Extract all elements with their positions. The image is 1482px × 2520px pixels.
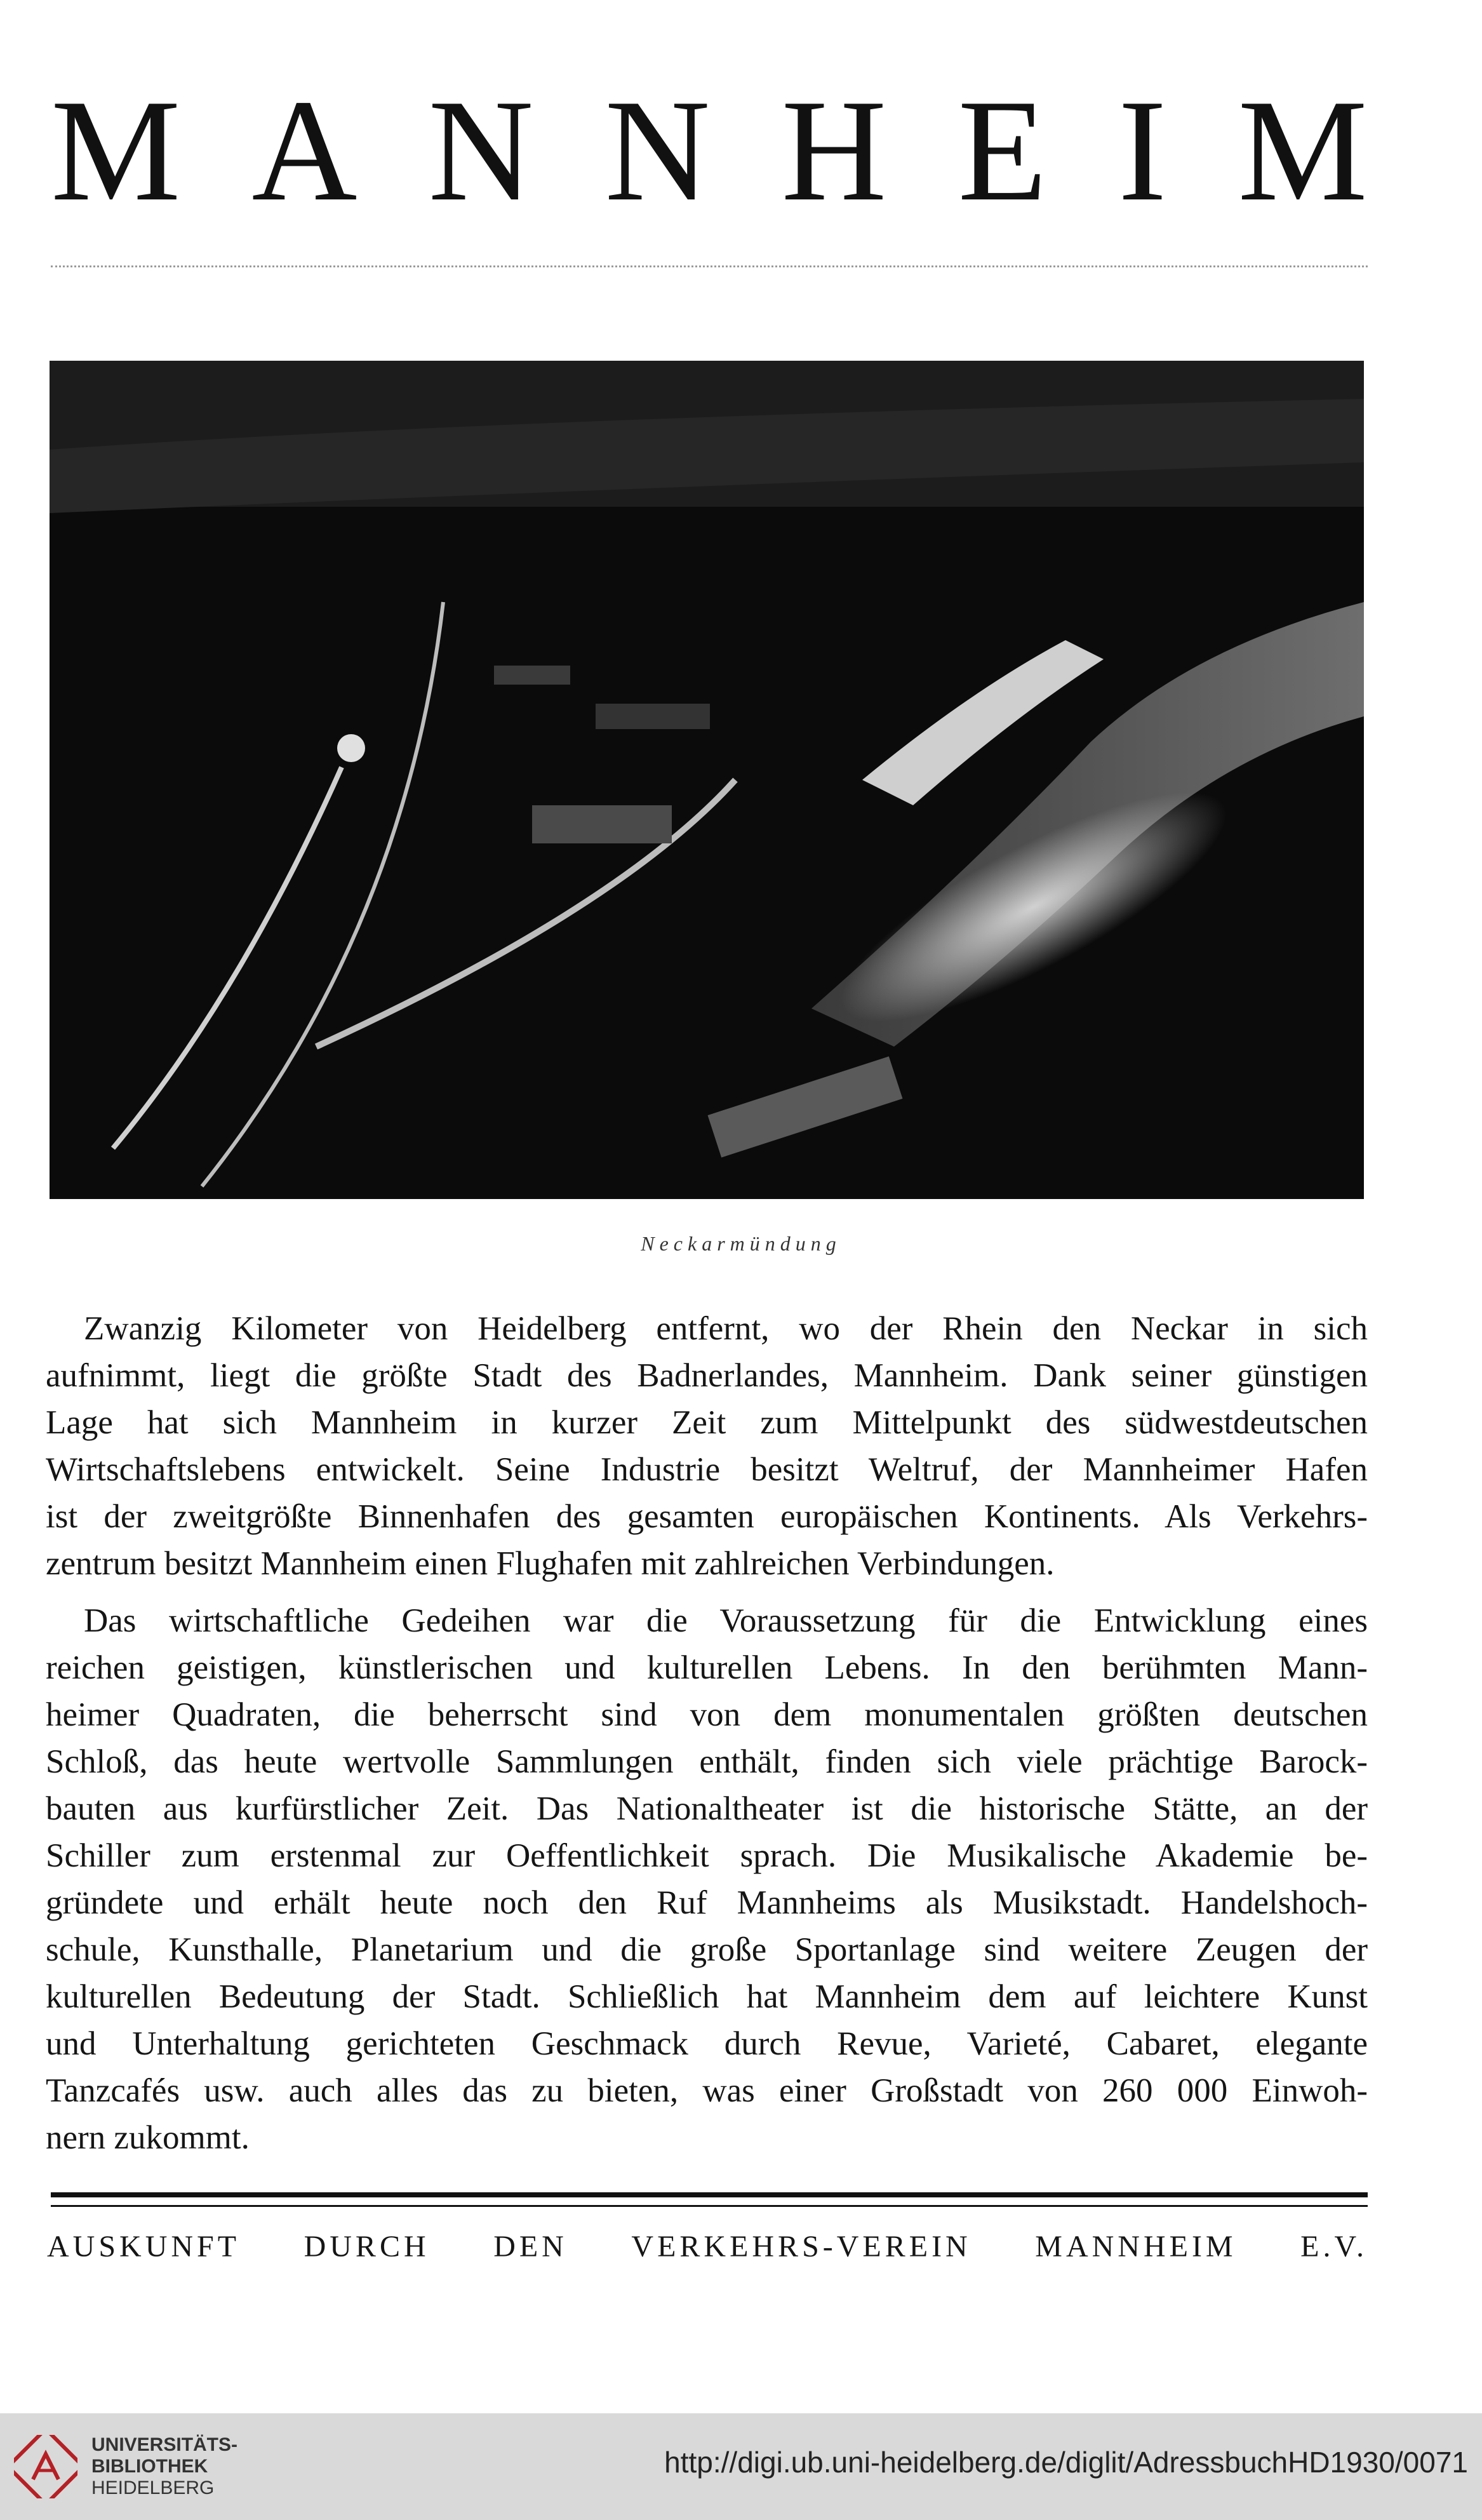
footer-word: E.V. [1300, 2230, 1368, 2263]
source-url-link[interactable]: http://digi.ub.uni-heidelberg.de/diglit/AdressbuchHD1930/0071 [664, 2446, 1468, 2479]
footer-rule-thin [51, 2205, 1368, 2207]
aerial-photo-graphic [50, 361, 1364, 1199]
text-line: und Unterhaltung gerichteten Geschmack durch Revue, Varieté, Cabaret, elegante [46, 2025, 1368, 2062]
footer-word: VERKEHRS-VEREIN [631, 2230, 971, 2263]
logo-line: HEIDELBERG [91, 2477, 215, 2498]
text-line: reichen geistigen, künstlerischen und kulturellen Lebens. In den berühmten Mann- [46, 1649, 1368, 1686]
article-body [46, 1305, 1368, 2161]
footer-contact-line [47, 2229, 1368, 2264]
text-line: kulturellen Bedeutung der Stadt. Schließlich hat Mannheim dem auf leichtere Kunst [46, 1978, 1368, 2015]
aerial-photo [50, 361, 1364, 1199]
text-line: Wirtschaftslebens entwickelt. Seine Industrie besitzt Weltruf, der Mannheimer Hafen [46, 1451, 1368, 1488]
paragraph-1 [46, 1305, 1368, 1587]
library-logo-text [91, 2434, 237, 2499]
library-logo[interactable] [14, 2434, 237, 2499]
title-letter: N [428, 69, 534, 231]
text-line: Tanzcafés usw. auch alles das zu bieten, was einer Großstadt von 260 000 Einwoh- [46, 2072, 1368, 2109]
paragraph-2 [46, 1597, 1368, 2161]
title-letter: N [604, 69, 711, 231]
title-letter: I [1118, 69, 1167, 231]
text-line: heimer Quadraten, die beherrscht sind von dem monumentalen größten deutschen [46, 1696, 1368, 1733]
text-line: schule, Kunsthalle, Planetarium und die große Sportanlage sind weitere Zeugen der [46, 1931, 1368, 1968]
title-letter: A [251, 69, 357, 231]
text-line: aufnimmt, liegt die größte Stadt des Badnerlandes, Mannheim. Dank seiner günstigen [46, 1357, 1368, 1394]
logo-line: BIBLIOTHEK [91, 2456, 208, 2477]
page-title [51, 71, 1368, 230]
text-line: bauten aus kurfürstlicher Zeit. Das Nationaltheater ist die historische Stätte, an der [46, 1790, 1368, 1827]
footer-word: DURCH [304, 2230, 430, 2263]
title-letter: E [958, 69, 1047, 231]
library-bar [0, 2413, 1482, 2520]
text-line: Schiller zum erstenmal zur Oeffentlichkeit sprach. Die Musikalische Akademie be- [46, 1837, 1368, 1874]
footer-rule-thick [51, 2192, 1368, 2197]
footer-word: MANNHEIM [1035, 2230, 1237, 2263]
text-line: Das wirtschaftliche Gedeihen war die Voraussetzung für die Entwicklung eines [84, 1602, 1368, 1639]
text-line: nern zukommt. [46, 2119, 250, 2156]
title-letter: M [51, 69, 181, 231]
title-letter: H [781, 69, 887, 231]
text-line: ist der zweitgrößte Binnenhafen des gesamten europäischen Kontinents. Als Verkehrs- [46, 1498, 1368, 1535]
text-line: gründete und erhält heute noch den Ruf Mannheims als Musikstadt. Handelshoch- [46, 1884, 1368, 1921]
text-line: Lage hat sich Mannheim in kurzer Zeit zum Mittelpunkt des südwestdeutschen [46, 1404, 1368, 1441]
text-line: Zwanzig Kilometer von Heidelberg entfernt, wo der Rhein den Neckar in sich [84, 1310, 1368, 1347]
text-line: zentrum besitzt Mannheim einen Flughafen mit zahlreichen Verbindungen. [46, 1545, 1055, 1582]
logo-line: UNIVERSITÄTS- [91, 2434, 238, 2455]
title-letter: M [1238, 69, 1368, 231]
text-line: Schloß, das heute wertvolle Sammlungen enthält, finden sich viele prächtige Barock- [46, 1743, 1368, 1780]
footer-word: DEN [493, 2230, 568, 2263]
footer-word: AUSKUNFT [47, 2230, 241, 2263]
photo-caption: Neckarmündung [641, 1232, 841, 1255]
ub-heidelberg-logo-icon [14, 2435, 77, 2498]
dotted-divider [51, 265, 1368, 267]
